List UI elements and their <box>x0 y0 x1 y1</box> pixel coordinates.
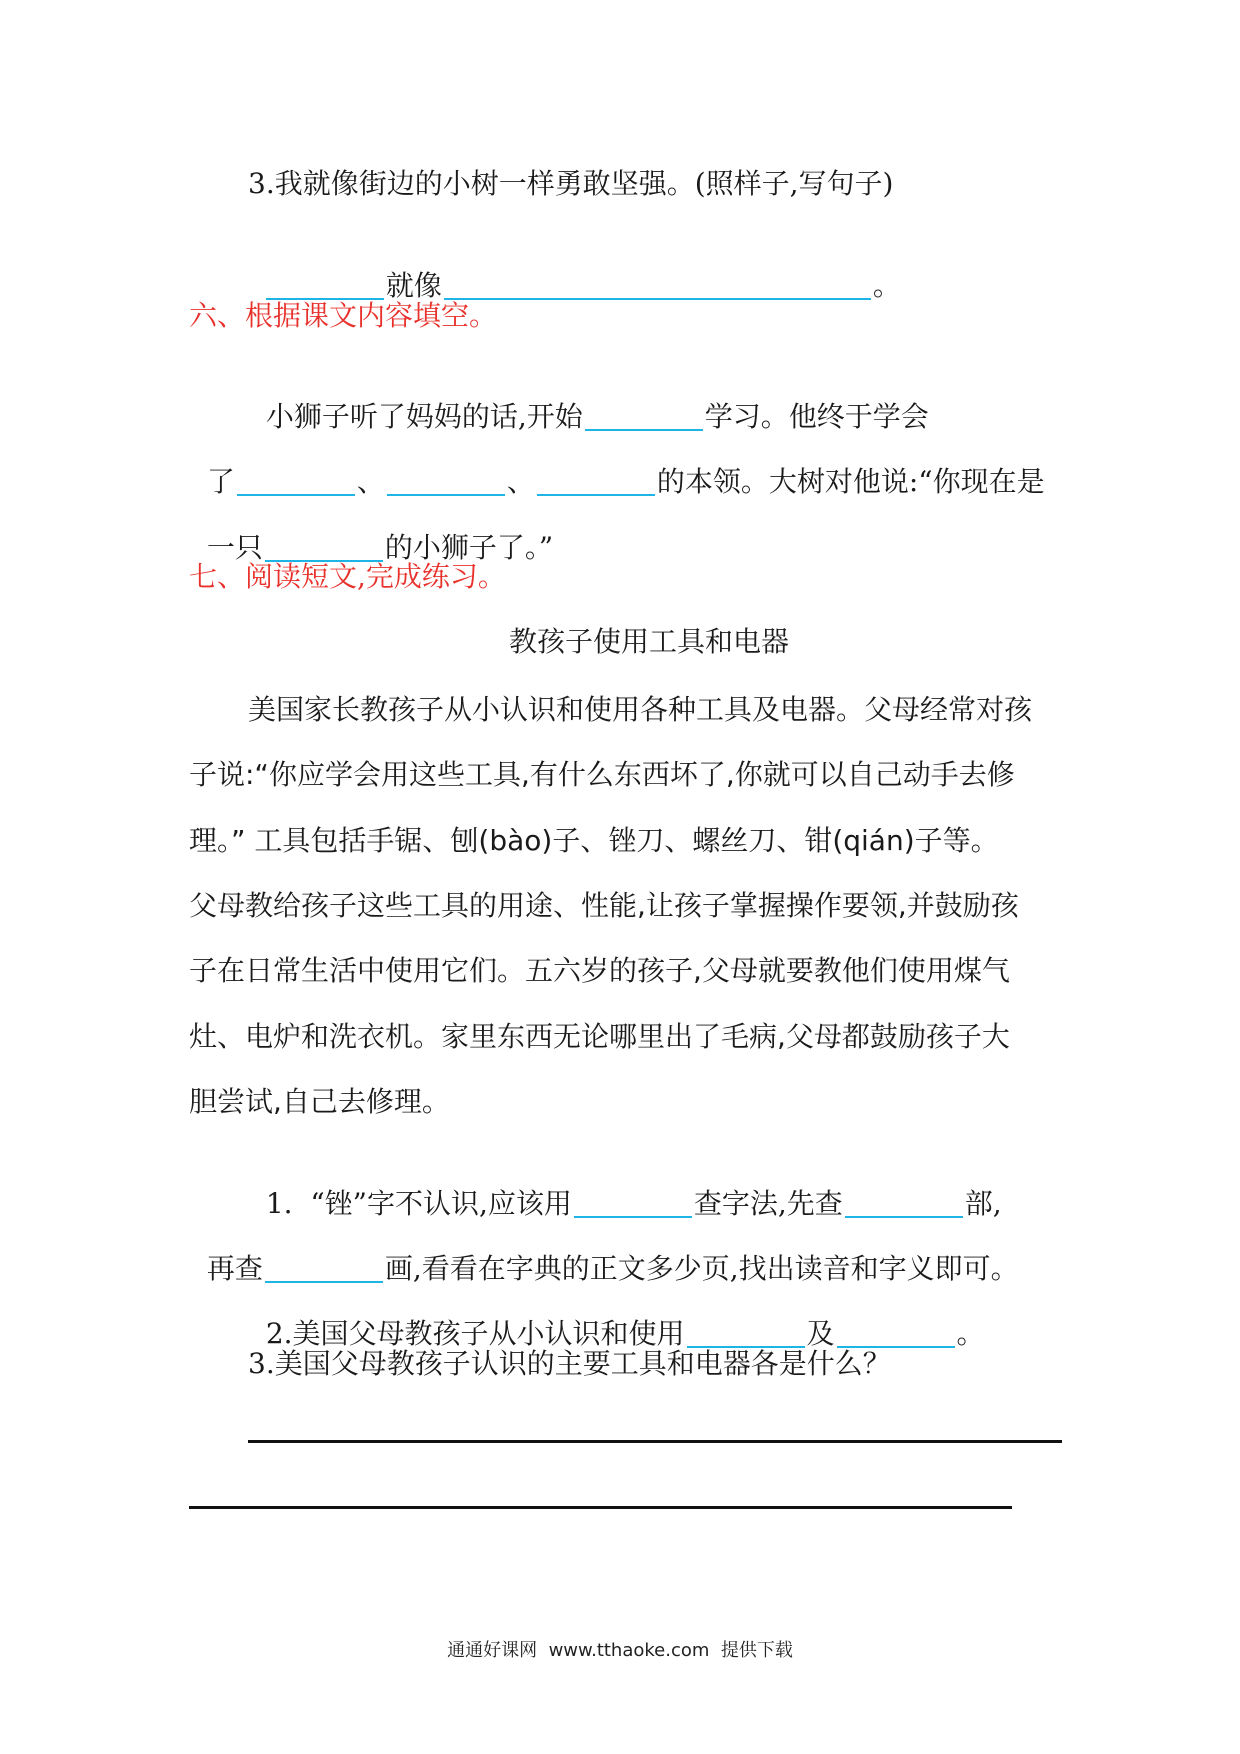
q3-answer-row <box>246 232 901 302</box>
section7-heading: 七、阅读短文,完成练习。 <box>189 560 506 593</box>
text-segment: 及 <box>806 1317 835 1350</box>
text-segment: 学习。他终于学会 <box>704 400 929 433</box>
text-segment: 了 <box>206 465 235 498</box>
text-segment: 的本领。大树对他说:“你现在是 <box>656 465 1045 498</box>
text-segment: 2.美国父母教孩子从小认识和使用 <box>265 1317 685 1350</box>
section7-q1-line-2 <box>189 1215 1019 1285</box>
answer-blank <box>387 466 505 496</box>
answer-writing-line <box>189 1506 1012 1509</box>
section7-q1-line-1 <box>248 1150 1002 1220</box>
text-segment: 1. “锉”字不认识,应该用 <box>265 1187 572 1220</box>
answer-blank-long <box>444 270 871 300</box>
text-segment: 再查 <box>206 1252 263 1285</box>
answer-blank <box>265 532 383 562</box>
text-segment: 查字法,先查 <box>693 1187 843 1220</box>
text-segment: 。 <box>956 1317 985 1350</box>
answer-blank <box>837 1318 955 1348</box>
q3-prompt: 3.我就像街边的小树一样勇敢坚强。(照样子,写句子) <box>248 167 894 200</box>
text-segment: 小狮子听了妈妈的话,开始 <box>265 400 583 433</box>
passage-line: 美国家长教孩子从小认识和使用各种工具及电器。父母经常对孩 <box>248 693 1033 726</box>
section7-q3: 3.美国父母教孩子认识的主要工具和电器各是什么？ <box>248 1347 891 1380</box>
passage-line: 父母教给孩子这些工具的用途、性能,让孩子掌握操作要领,并鼓励孩 <box>189 889 1019 922</box>
text-segment: 画,看看在字典的正文多少页,找出读音和字义即可。 <box>384 1252 1019 1285</box>
passage-line: 胆尝试,自己去修理。 <box>189 1085 450 1118</box>
text-segment: 部, <box>964 1187 1002 1220</box>
answer-blank <box>845 1188 963 1218</box>
section6-line-2 <box>189 428 1045 498</box>
page-footer: 通通好课网 www.tthaoke.com 提供下载 <box>447 1640 793 1661</box>
answer-blank <box>265 1253 383 1283</box>
section6-line-3 <box>189 494 554 564</box>
answer-blank <box>574 1188 692 1218</box>
section6-line-1 <box>248 363 929 433</box>
q3-end-text: 。 <box>872 269 901 302</box>
separator: 、 <box>356 465 385 498</box>
text-segment: 的小狮子了。” <box>384 531 554 564</box>
answer-blank <box>237 466 355 496</box>
section6-heading: 六、根据课文内容填空。 <box>189 299 498 332</box>
passage-line: 灶、电炉和洗衣机。家里东西无论哪里出了毛病,父母都鼓励孩子大 <box>189 1020 1010 1053</box>
answer-blank <box>687 1318 805 1348</box>
section7-q2 <box>248 1280 985 1350</box>
separator: 、 <box>506 465 535 498</box>
answer-blank <box>266 270 384 300</box>
passage-title: 教孩子使用工具和电器 <box>509 625 790 658</box>
passage-line: 子说:“你应学会用这些工具,有什么东西坏了,你就可以自己动手去修 <box>189 758 1015 791</box>
passage-line: 理。” 工具包括手锯、刨(bào)子、锉刀、螺丝刀、钳(qián)子等。 <box>189 824 999 857</box>
passage-line: 子在日常生活中使用它们。五六岁的孩子,父母就要教他们使用煤气 <box>189 954 1010 987</box>
q3-mid-text: 就像 <box>385 269 442 302</box>
answer-blank <box>537 466 655 496</box>
text-segment: 一只 <box>206 531 263 564</box>
answer-blank <box>585 401 703 431</box>
answer-writing-line <box>248 1440 1062 1443</box>
